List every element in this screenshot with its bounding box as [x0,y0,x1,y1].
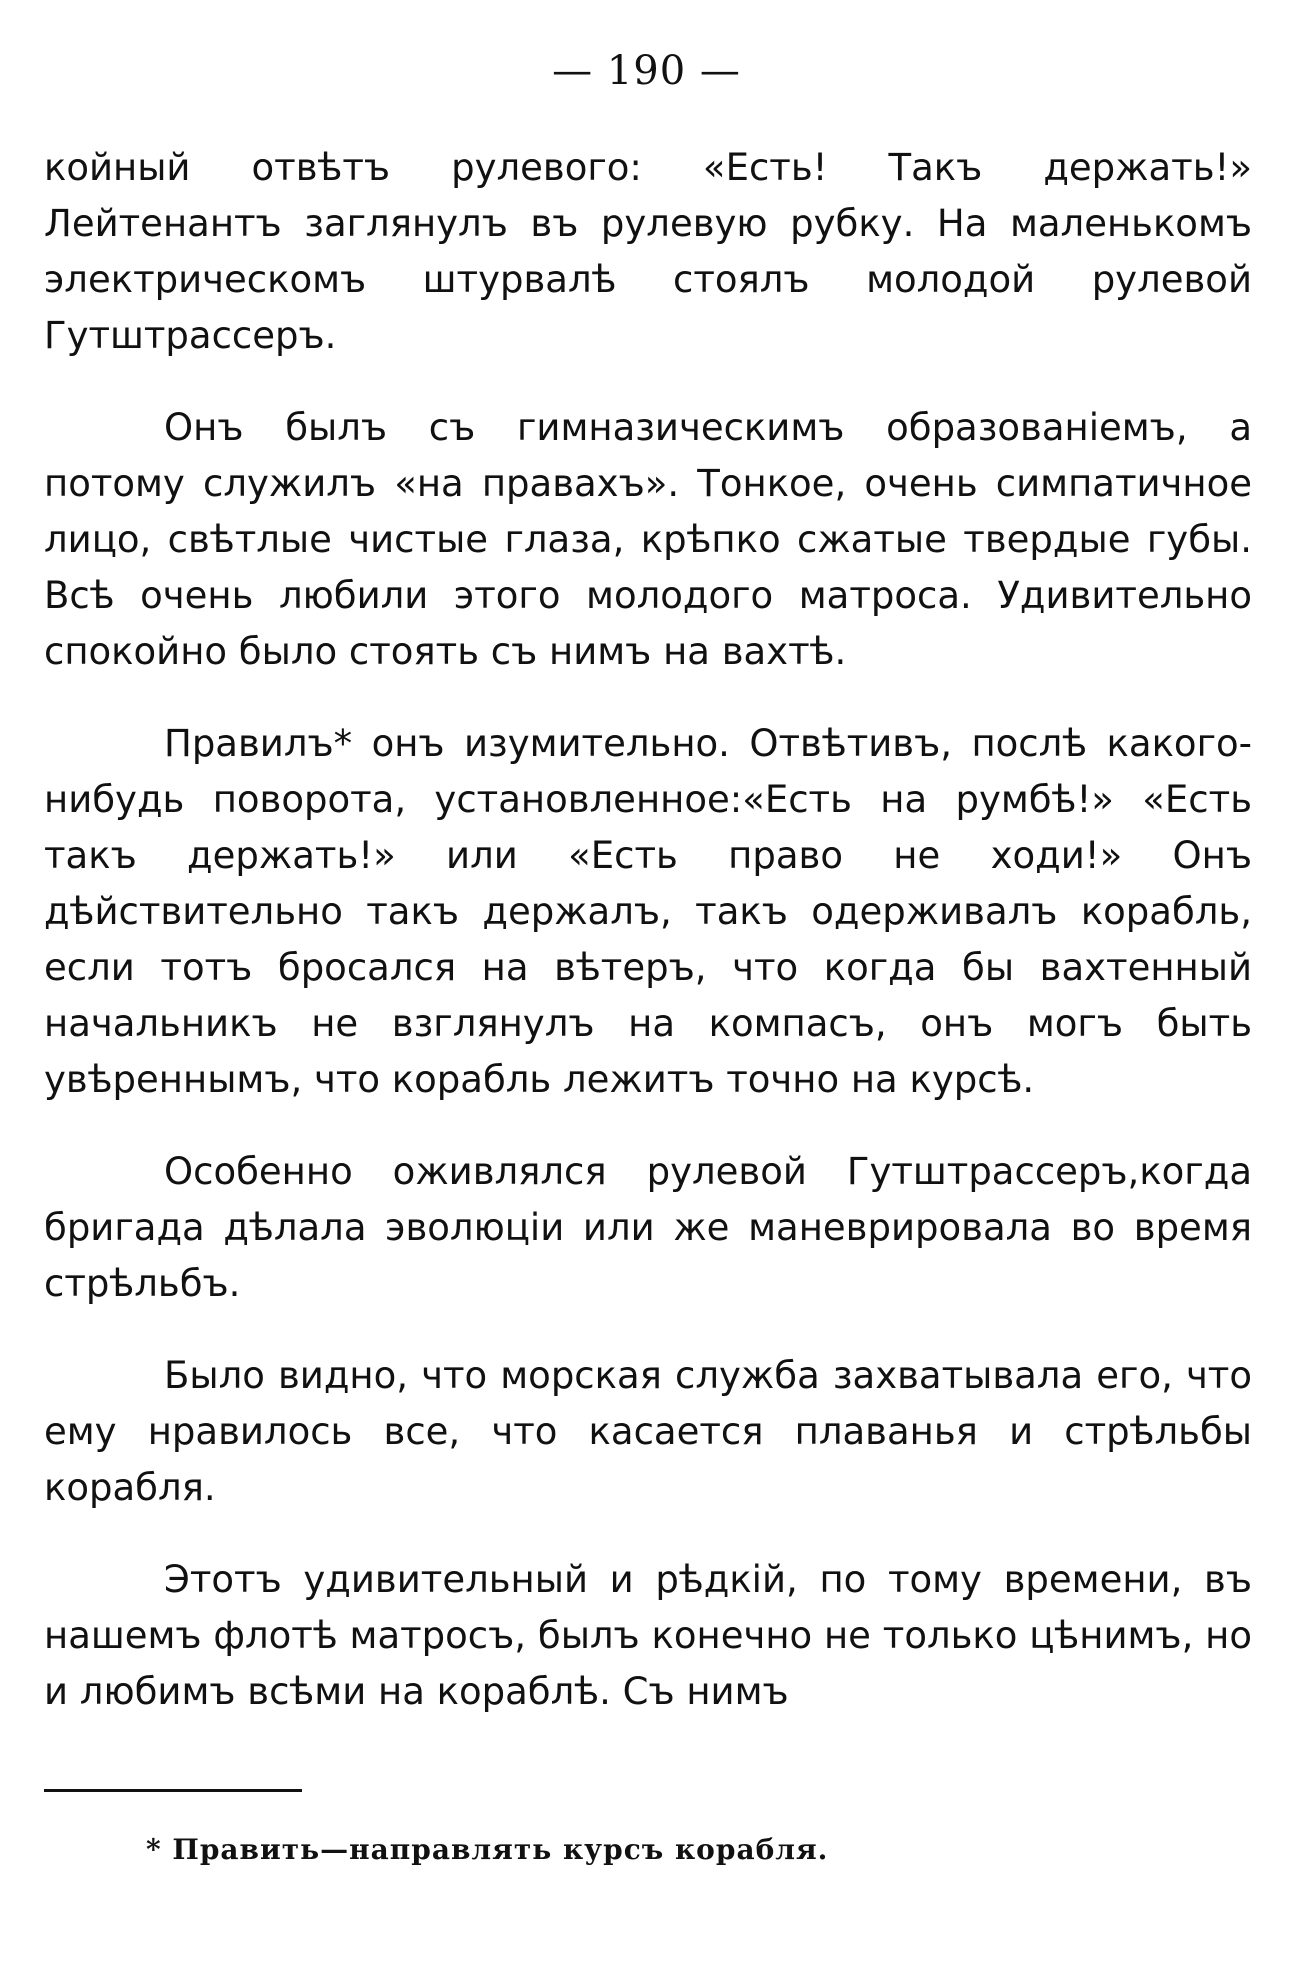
paragraph-continued: койный отвѣтъ рулевого: «Есть! Такъ держать!» Лейтенантъ заглянулъ въ рулевую рубку. На маленькомъ электрическомъ штурвалѣ стоялъ молодой рулевой Гутштрассеръ. [44,146,1252,357]
footnote-divider [44,1789,302,1792]
paragraph: Этотъ удивительный и рѣдкій, по тому времени, въ нашемъ флотѣ матросъ, былъ конечно не только цѣнимъ, но и любимъ всѣми на кораблѣ. Съ нимъ [44,1558,1252,1713]
page-number: — 190 — [552,48,741,94]
paragraph: Особенно оживлялся рулевой Гутштрассеръ,когда бригада дѣлала эволюціи или же маневрировала во время стрѣльбъ. [44,1150,1252,1305]
footnote: * Править—направлять курсъ корабля. [146,1833,829,1866]
paragraph: Было видно, что морская служба захватывала его, что ему нравилось все, что касается плаванья и стрѣльбы корабля. [44,1354,1252,1509]
main-text [44,140,1252,1720]
paragraph: Правилъ* онъ изумительно. Отвѣтивъ, послѣ какого-нибудь поворота, установленное:«Есть на румбѣ!» «Есть такъ держать!» или «Есть право не ходи!» Онъ дѣйствительно такъ держалъ, такъ одерживалъ корабль, если тотъ бросался на вѣтеръ, что когда бы вахтенный начальникъ не взглянулъ на компасъ, онъ могъ быть увѣреннымъ, что корабль лежитъ точно на курсѣ. [44,722,1252,1101]
paragraph: Онъ былъ съ гимназическимъ образованіемъ, а потому служилъ «на правахъ». Тонкое, очень симпатичное лицо, свѣтлые чистые глаза, крѣпко сжатые твердые губы. Всѣ очень любили этого молодого матроса. Удивительно спокойно было стоять съ нимъ на вахтѣ. [44,406,1252,673]
